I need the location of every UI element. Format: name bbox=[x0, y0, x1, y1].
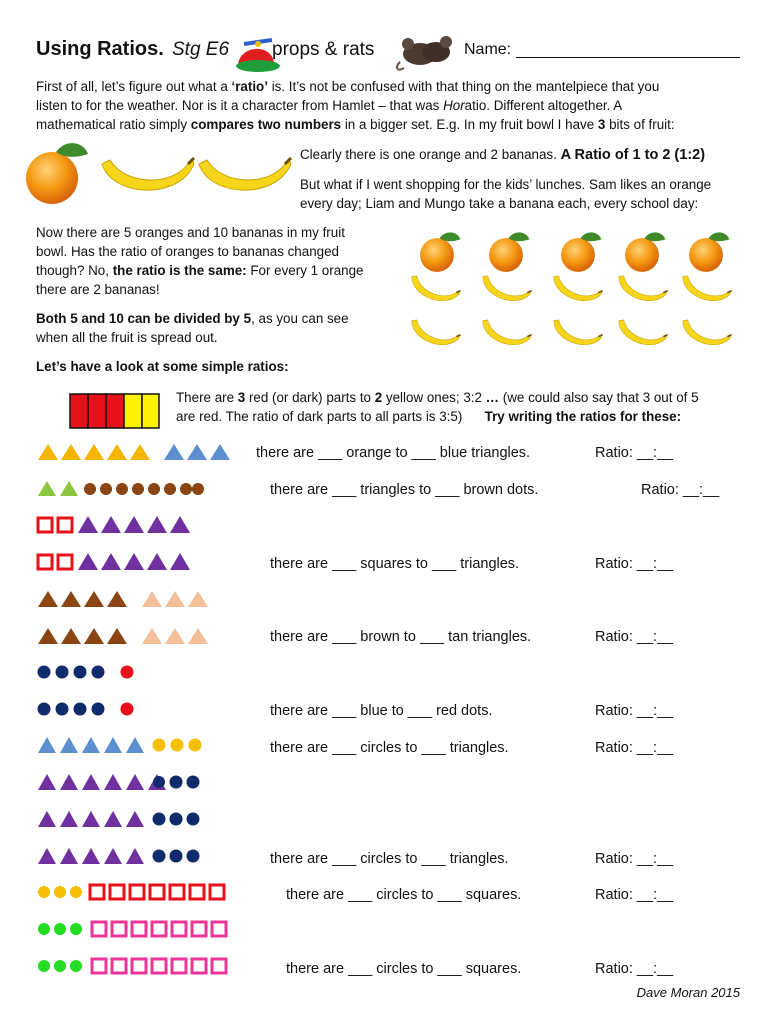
banana-icon bbox=[678, 273, 732, 307]
shape-row-12 bbox=[38, 848, 200, 864]
ratio-answer-5[interactable]: Ratio: __:__ bbox=[595, 703, 674, 719]
ratio-answer-1[interactable]: Ratio: __:__ bbox=[595, 445, 674, 461]
question-row-4: there are ___ brown to ___ tan triangles. bbox=[270, 629, 532, 645]
question-row-6: there are ___ circles to ___ triangles. bbox=[270, 740, 509, 756]
author-credit: Dave Moran 2015 bbox=[636, 985, 740, 1000]
question-row-5: there are ___ blue to ___ red dots. bbox=[270, 703, 493, 719]
shape-row-2 bbox=[38, 481, 204, 496]
banana-icon bbox=[199, 158, 291, 190]
fruit-intro: Clearly there is one orange and 2 bananas. A Ratio of 1 to 2 (1:2) But what if I went shopping for the kids’ lunches. Sam likes an orange every day; Liam and Mungo take a banana each, every school day: bbox=[300, 147, 712, 211]
red-part bbox=[88, 394, 106, 428]
shape-row-6 bbox=[38, 628, 208, 644]
example-text: There are 3 red (or dark) parts to 2 yellow ones; 3:2 … (we could also say that 3 out of 5 are red. The ratio of dark parts to all parts is 3:5) Try writing the ratios for these: bbox=[176, 390, 699, 424]
orange-icon bbox=[489, 232, 529, 272]
question-row-2: there are ___ triangles to ___ brown dots. bbox=[270, 482, 539, 498]
shape-row-5 bbox=[38, 591, 208, 607]
yellow-part bbox=[142, 394, 159, 428]
orange-icon bbox=[625, 232, 665, 272]
shape-row-1 bbox=[38, 444, 230, 460]
banana-icon bbox=[407, 317, 461, 351]
shape-row-3 bbox=[38, 516, 190, 533]
shape-row-8 bbox=[38, 703, 134, 716]
banana-icon bbox=[478, 273, 532, 307]
question-row-3: there are ___ squares to ___ triangles. bbox=[270, 556, 520, 572]
shape-row-15 bbox=[38, 959, 226, 973]
ratio-answer-3[interactable]: Ratio: __:__ bbox=[595, 556, 674, 572]
page-title: Using Ratios. bbox=[36, 38, 164, 60]
intro-paragraph: First of all, let’s figure out what a ‘ratio’ is. It’s not be confused with that thing on the mantelpiece that you listen to for the weather. Nor is it a character from Hamlet – that was Horatio. Different altogether. A mathematical ratio simply compares two numbers in a bigger set. E.g. In my fruit bowl I have 3 bits of fruit: bbox=[36, 79, 675, 132]
shape-row-13 bbox=[38, 885, 224, 899]
question-row-1: there are ___ orange to ___ blue triangles. bbox=[256, 445, 531, 461]
yellow-part bbox=[124, 394, 142, 428]
try-instruction: Try writing the ratios for these: bbox=[484, 409, 682, 424]
banana-icon bbox=[549, 317, 603, 351]
banana-icon bbox=[614, 273, 668, 307]
ratio-answer-8[interactable]: Ratio: __:__ bbox=[595, 887, 674, 903]
ratio-bar-example bbox=[70, 394, 159, 428]
banana-icon bbox=[614, 317, 668, 351]
rats-icon bbox=[397, 36, 452, 70]
question-row-7: there are ___ circles to ___ triangles. bbox=[270, 851, 509, 867]
ratio-answer-2[interactable]: Ratio: __:__ bbox=[641, 482, 720, 498]
banana-icon bbox=[478, 317, 532, 351]
orange-icon bbox=[26, 143, 88, 204]
shape-row-10 bbox=[38, 774, 200, 790]
propeller-cap-icon bbox=[236, 40, 280, 72]
ratio-answer-7[interactable]: Ratio: __:__ bbox=[595, 851, 674, 867]
banana-icon bbox=[102, 158, 194, 190]
fruit-example-1-orange-2-bananas bbox=[26, 143, 291, 204]
shape-row-9 bbox=[38, 737, 202, 753]
name-label: Name: bbox=[464, 41, 512, 58]
shape-row-7 bbox=[38, 666, 134, 679]
ratio-heading: A Ratio of 1 to 2 (1:2) bbox=[560, 147, 706, 163]
banana-icon bbox=[678, 317, 732, 351]
banana-icon bbox=[407, 273, 461, 307]
banana-icon bbox=[549, 273, 603, 307]
shape-row-14 bbox=[38, 922, 226, 936]
question-row-8: there are ___ circles to ___ squares. bbox=[286, 887, 522, 903]
red-part bbox=[70, 394, 88, 428]
subtitle: props & rats bbox=[272, 39, 375, 60]
fruit-explanation: Now there are 5 oranges and 10 bananas in my fruit bowl. Has the ratio of oranges to bananas changed though? No, the ratio is the same: For every 1 orange there are 2 bananas! Both 5 and 10 can be divided by 5, as you can see when all the fruit is spread out. Let’s have a look at some simple ratios: bbox=[36, 225, 364, 374]
orange-icon bbox=[420, 232, 460, 272]
fruit-grid-5-oranges-10-bananas bbox=[407, 232, 732, 351]
orange-icon bbox=[689, 232, 729, 272]
shape-row-4 bbox=[38, 553, 190, 570]
stage-label: Stg E6 bbox=[172, 39, 230, 60]
ratio-answer-4[interactable]: Ratio: __:__ bbox=[595, 629, 674, 645]
ratio-answer-6[interactable]: Ratio: __:__ bbox=[595, 740, 674, 756]
question-row-9: there are ___ circles to ___ squares. bbox=[286, 961, 522, 977]
red-part bbox=[106, 394, 124, 428]
orange-icon bbox=[561, 232, 601, 272]
ratio-answer-9[interactable]: Ratio: __:__ bbox=[595, 961, 674, 977]
shape-row-11 bbox=[38, 811, 200, 827]
